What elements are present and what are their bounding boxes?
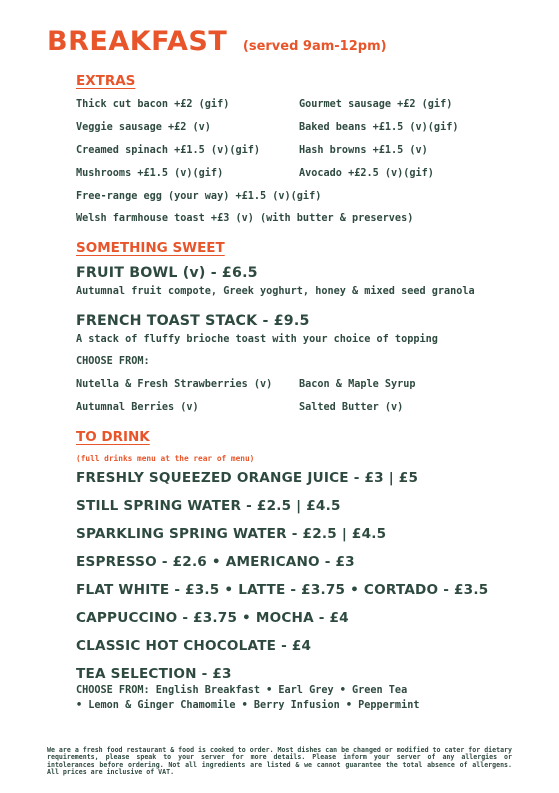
topping-option: Nutella & Fresh Strawberries (v) <box>76 379 273 390</box>
tea-selection-title: TEA SELECTION - £3 <box>76 666 232 682</box>
tea-options: • Lemon & Ginger Chamomile • Berry Infusion • Peppermint <box>76 700 420 711</box>
tea-options: CHOOSE FROM: English Breakfast • Earl Grey • Green Tea <box>76 685 408 696</box>
extras-item: Gourmet sausage +£2 (gif) <box>299 99 453 110</box>
extras-item: Baked beans +£1.5 (v)(gif) <box>299 122 459 133</box>
topping-option: Salted Butter (v) <box>299 402 404 413</box>
fruit-bowl-desc: Autumnal fruit compote, Greek yoghurt, honey & mixed seed granola <box>76 286 475 297</box>
extras-item: Veggie sausage +£2 (v) <box>76 122 211 133</box>
extras-item: Mushrooms +£1.5 (v)(gif) <box>76 168 224 179</box>
drink-line: STILL SPRING WATER - £2.5 | £4.5 <box>76 498 341 514</box>
drink-line: ESPRESSO - £2.6 • AMERICANO - £3 <box>76 554 355 570</box>
sweet-heading: SOMETHING SWEET <box>76 240 225 256</box>
drink-line: FLAT WHITE - £3.5 • LATTE - £3.75 • CORTADO - £3.5 <box>76 582 489 598</box>
drink-line: FRESHLY SQUEEZED ORANGE JUICE - £3 | £5 <box>76 470 419 486</box>
drink-line: SPARKLING SPRING WATER - £2.5 | £4.5 <box>76 526 387 542</box>
page-title: BREAKFAST <box>47 26 228 57</box>
fruit-bowl-title: FRUIT BOWL (v) - £6.5 <box>76 265 258 281</box>
drink-line: CLASSIC HOT CHOCOLATE - £4 <box>76 638 312 654</box>
allergen-footer: We are a fresh food restaurant & food is cooked to order. Most dishes can be changed or modified to cater for dietary requirements, please speak to your server for more details. Please inform your server of any allergies or intolerances before ordering. Not all ingredients are listed & we cannot guarantee the total absence of allergens. All prices are inclusive of VAT. <box>47 746 512 777</box>
extras-item: Free-range egg (your way) +£1.5 (v)(gif) <box>76 191 322 202</box>
extras-item: Welsh farmhouse toast +£3 (v) (with butter & preserves) <box>76 213 414 224</box>
extras-heading: EXTRAS <box>76 73 136 89</box>
page-header <box>47 26 387 57</box>
topping-option: Autumnal Berries (v) <box>76 402 199 413</box>
topping-option: Bacon & Maple Syrup <box>299 379 416 390</box>
page-subtitle: (served 9am-12pm) <box>242 39 387 54</box>
extras-item: Thick cut bacon +£2 (gif) <box>76 99 230 110</box>
choose-from-label: CHOOSE FROM: <box>76 356 150 367</box>
extras-item: Creamed spinach +£1.5 (v)(gif) <box>76 145 261 156</box>
drink-heading: TO DRINK <box>76 429 150 445</box>
extras-item: Avocado +£2.5 (v)(gif) <box>299 168 434 179</box>
french-toast-desc: A stack of fluffy brioche toast with your choice of topping <box>76 334 438 345</box>
drink-note: (full drinks menu at the rear of menu) <box>76 454 255 463</box>
french-toast-title: FRENCH TOAST STACK - £9.5 <box>76 313 310 329</box>
extras-item: Hash browns +£1.5 (v) <box>299 145 428 156</box>
drink-line: CAPPUCCINO - £3.75 • MOCHA - £4 <box>76 610 349 626</box>
